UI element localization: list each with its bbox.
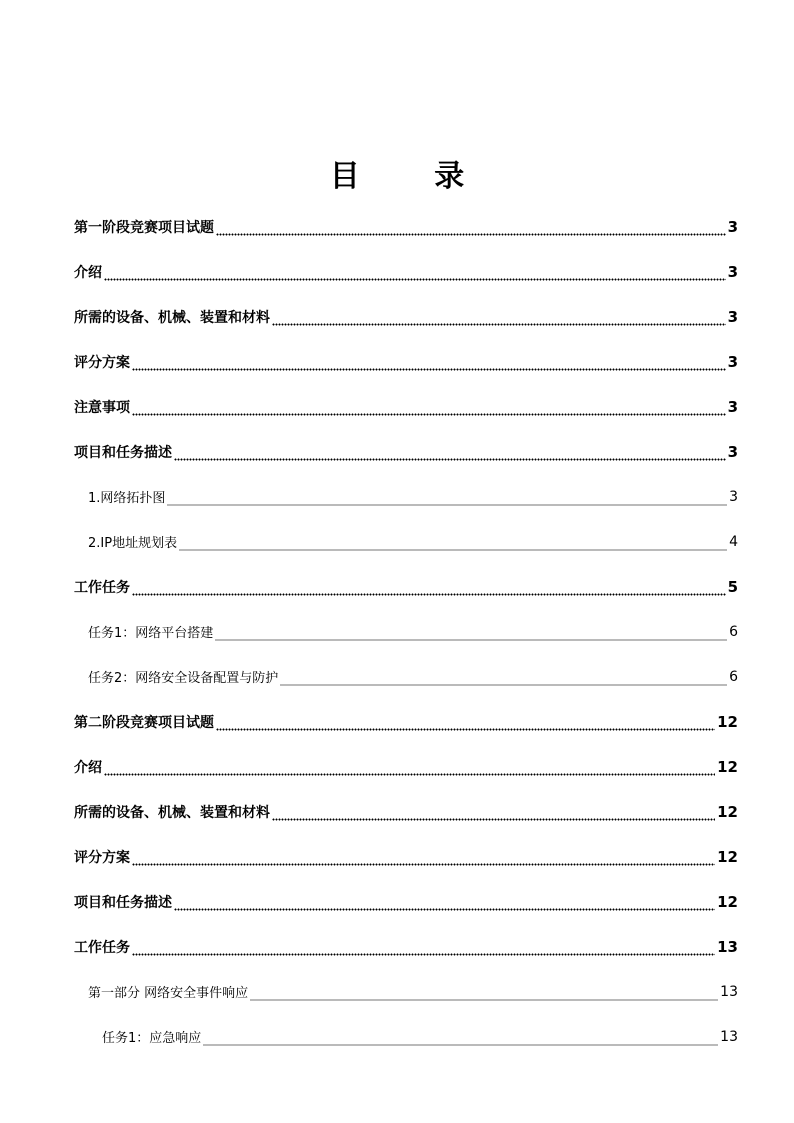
toc-entry-page-number: 13 (720, 1028, 738, 1045)
dot-leader (167, 492, 727, 506)
page-title: 目 录 (329, 159, 497, 194)
toc-entry-title: 任务1：网络平台搭建 (88, 626, 214, 641)
toc-entry[interactable] (74, 969, 738, 1014)
toc-entry[interactable] (74, 699, 738, 744)
toc-entry[interactable] (74, 429, 738, 474)
toc-entry-page-number: 3 (729, 488, 738, 505)
toc-entry-page-number: 12 (717, 712, 738, 731)
toc-entry[interactable] (74, 564, 738, 609)
toc-entry-title: 1.网络拓扑图 (88, 491, 166, 506)
toc-entry-title: 评分方案 (74, 849, 130, 866)
toc-entry-page-number: 5 (727, 577, 738, 596)
toc-entry[interactable] (74, 294, 738, 339)
toc-entry-page-number: 3 (727, 352, 738, 371)
dot-leader (272, 312, 726, 326)
dot-leader (203, 1032, 718, 1046)
toc-entry[interactable] (74, 834, 738, 879)
toc-entry-title: 项目和任务描述 (74, 444, 172, 461)
toc-entry-page-number: 3 (727, 217, 738, 236)
dot-leader (174, 447, 726, 461)
dot-leader (179, 537, 727, 551)
table-of-contents (74, 204, 738, 1059)
toc-entry-page-number: 12 (717, 802, 738, 821)
toc-entry-title: 任务2：网络安全设备配置与防护 (88, 671, 279, 686)
toc-entry[interactable] (74, 204, 738, 249)
toc-entry-title: 所需的设备、机械、装置和材料 (74, 804, 270, 821)
toc-entry-page-number: 12 (717, 892, 738, 911)
toc-entry-title: 第一阶段竞赛项目试题 (74, 219, 214, 236)
toc-entry-title: 所需的设备、机械、装置和材料 (74, 309, 270, 326)
toc-entry-page-number: 13 (720, 983, 738, 1000)
toc-entry-title: 介绍 (74, 264, 102, 281)
toc-entry-title: 2.IP地址规划表 (88, 536, 178, 551)
toc-entry-title: 第一部分 网络安全事件响应 (88, 986, 249, 1001)
dot-leader (216, 222, 726, 236)
dot-leader (280, 672, 727, 686)
toc-entry-title: 注意事项 (74, 399, 130, 416)
toc-entry-page-number: 4 (729, 533, 738, 550)
toc-entry-title: 工作任务 (74, 939, 130, 956)
dot-leader (250, 987, 718, 1001)
toc-entry-title: 介绍 (74, 759, 102, 776)
toc-entry-page-number: 6 (729, 623, 738, 640)
toc-entry-page-number: 13 (717, 937, 738, 956)
toc-entry-page-number: 12 (717, 757, 738, 776)
toc-entry-title: 项目和任务描述 (74, 894, 172, 911)
toc-entry-page-number: 6 (729, 668, 738, 685)
dot-leader (216, 717, 715, 731)
dot-leader (104, 762, 715, 776)
toc-entry[interactable] (74, 339, 738, 384)
toc-entry-title: 任务1：应急响应 (102, 1031, 202, 1046)
toc-entry[interactable] (74, 384, 738, 429)
toc-entry-title: 工作任务 (74, 579, 130, 596)
toc-entry[interactable] (74, 474, 738, 519)
toc-entry[interactable] (74, 1014, 738, 1059)
dot-leader (104, 267, 726, 281)
toc-entry[interactable] (74, 249, 738, 294)
toc-entry[interactable] (74, 744, 738, 789)
toc-entry[interactable] (74, 609, 738, 654)
dot-leader (132, 942, 715, 956)
toc-entry-page-number: 12 (717, 847, 738, 866)
toc-entry[interactable] (74, 654, 738, 699)
toc-entry-title: 第二阶段竞赛项目试题 (74, 714, 214, 731)
toc-entry[interactable] (74, 879, 738, 924)
toc-entry-page-number: 3 (727, 307, 738, 326)
toc-entry-title: 评分方案 (74, 354, 130, 371)
toc-entry-page-number: 3 (727, 262, 738, 281)
toc-entry-page-number: 3 (727, 442, 738, 461)
dot-leader (272, 807, 715, 821)
dot-leader (215, 627, 727, 641)
toc-entry-page-number: 3 (727, 397, 738, 416)
dot-leader (174, 897, 715, 911)
dot-leader (132, 852, 715, 866)
dot-leader (132, 357, 726, 371)
toc-entry[interactable] (74, 519, 738, 564)
toc-entry[interactable] (74, 789, 738, 834)
dot-leader (132, 582, 726, 596)
dot-leader (132, 402, 726, 416)
toc-entry[interactable] (74, 924, 738, 969)
